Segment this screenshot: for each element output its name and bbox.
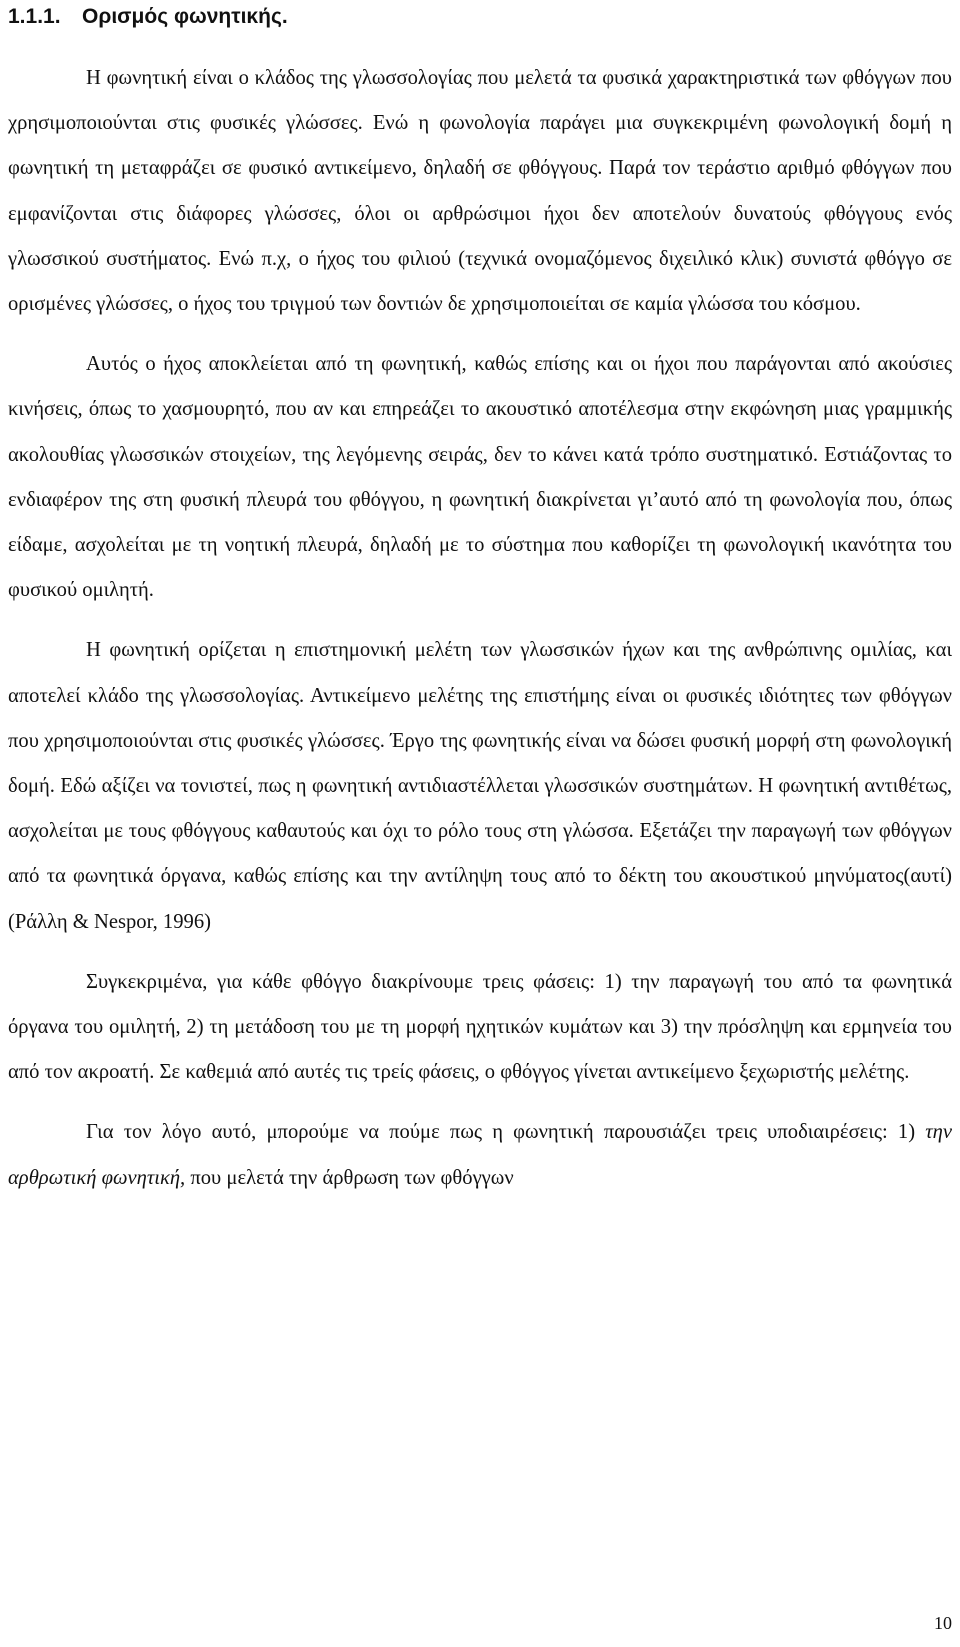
paragraph-1: Η φωνητική είναι ο κλάδος της γλωσσολογίας που μελετά τα φυσικά χαρακτηριστικά των φθόγγων που χρησιμοποιούνται στις φυσικές γλώσσες. Ενώ η φωνολογία παράγει μια συγκεκριμένη φωνολογική δομή η φωνητική τη μεταφράζει σε φυσικό αντικείμενο, δηλαδή σε φθόγγους. Παρά τον τεράστιο αριθμό φθόγγων που εμφανίζονται στις διάφορες γλώσσες, όλοι οι αρθρώσιμοι ήχοι δεν αποτελούν δυνατούς φθόγγους ενός γλωσσικού συστήματος. Ενώ π.χ, ο ήχος του φιλιού (τεχνικά ονομαζόμενος διχειλικό κλικ) συνιστά φθόγγο σε ορισμένες γλώσσες, ο ήχος του τριγμού των δοντιών δε χρησιμοποιείται σε καμία γλώσσα του κόσμου. [8,67,952,316]
section-number: 1.1.1. [8,5,61,28]
paragraph-2: Αυτός ο ήχος αποκλείεται από τη φωνητική, καθώς επίσης και οι ήχοι που παράγονται από ακούσιες κινήσεις, όπως το χασμουρητό, που αν και επηρεάζει το ακουστικό αποτέλεσμα στην εκφώνηση μιας γραμμικής ακολουθίας γλωσσικών στοιχείων, της λεγόμενης σειράς, δεν το κάνει κατά τρόπο συστηματικό. Εστιάζοντας το ενδιαφέρον της στη φυσική πλευρά του φθόγγου, η φωνητική διακρίνεται γι’αυτό από τη φωνολογία που, όπως είδαμε, ασχολείται με τη νοητική πλευρά, δηλαδή με το σύστημα που καθορίζει τη φωνολογική ικανότητα του φυσικού ομιλητή. [8,353,952,602]
paragraph-4: Συγκεκριμένα, για κάθε φθόγγο διακρίνουμε τρεις φάσεις: 1) την παραγωγή του από τα φωνητικά όργανα του ομιλητή, 2) τη μετάδοση του με τη μορφή ηχητικών κυμάτων και 3) την πρόσληψη και ερμηνεία του από τον ακροατή. Σε καθεμιά από αυτές τις τρείς φάσεις, ο φθόγγος γίνεται αντικείμενο ξεχωριστής μελέτης. [8,970,952,1084]
body-text [8,56,952,1216]
section-heading [8,2,288,32]
section-title: Ορισμός φωνητικής. [82,5,288,28]
paragraph-5-italic-term: την αρθρωτική φωνητική, [8,1121,952,1189]
paragraph-5-text-start: Για τον λόγο αυτό, μπορούμε να πούμε πως η φωνητική παρουσιάζει τρεις υποδιαιρέσεις: 1) [86,1121,926,1144]
page-number: 10 [934,1613,952,1633]
paragraph-3: Η φωνητική ορίζεται η επιστημονική μελέτη των γλωσσικών ήχων και της ανθρώπινης ομιλίας, και αποτελεί κλάδο της γλωσσολογίας. Αντικείμενο μελέτης της επιστήμης είναι οι φυσικές ιδιότητες των φθόγγων που χρησιμοποιούνται στις φυσικές γλώσσες. Έργο της φωνητικής είναι να δώσει φυσική μορφή στη φωνολογική δομή. Εδώ αξίζει να τονιστεί, πως η φωνητική αντιδιαστέλλεται γλωσσικών συστημάτων. Η φωνητική αντιθέτως, ασχολείται με τους φθόγγους καθαυτούς και όχι το ρόλο τους στη γλώσσα. Εξετάζει την παραγωγή των φθόγγων από τα φωνητικά όργανα, καθώς επίσης και την αντίληψη τους από το δέκτη του ακουστικού μηνύματος(αυτί) (Ράλλη & Nespor, 1996) [8,639,952,933]
paragraph-5-text-end: που μελετά την άρθρωση των φθόγγων [185,1166,514,1189]
paragraph-5 [8,1110,952,1200]
